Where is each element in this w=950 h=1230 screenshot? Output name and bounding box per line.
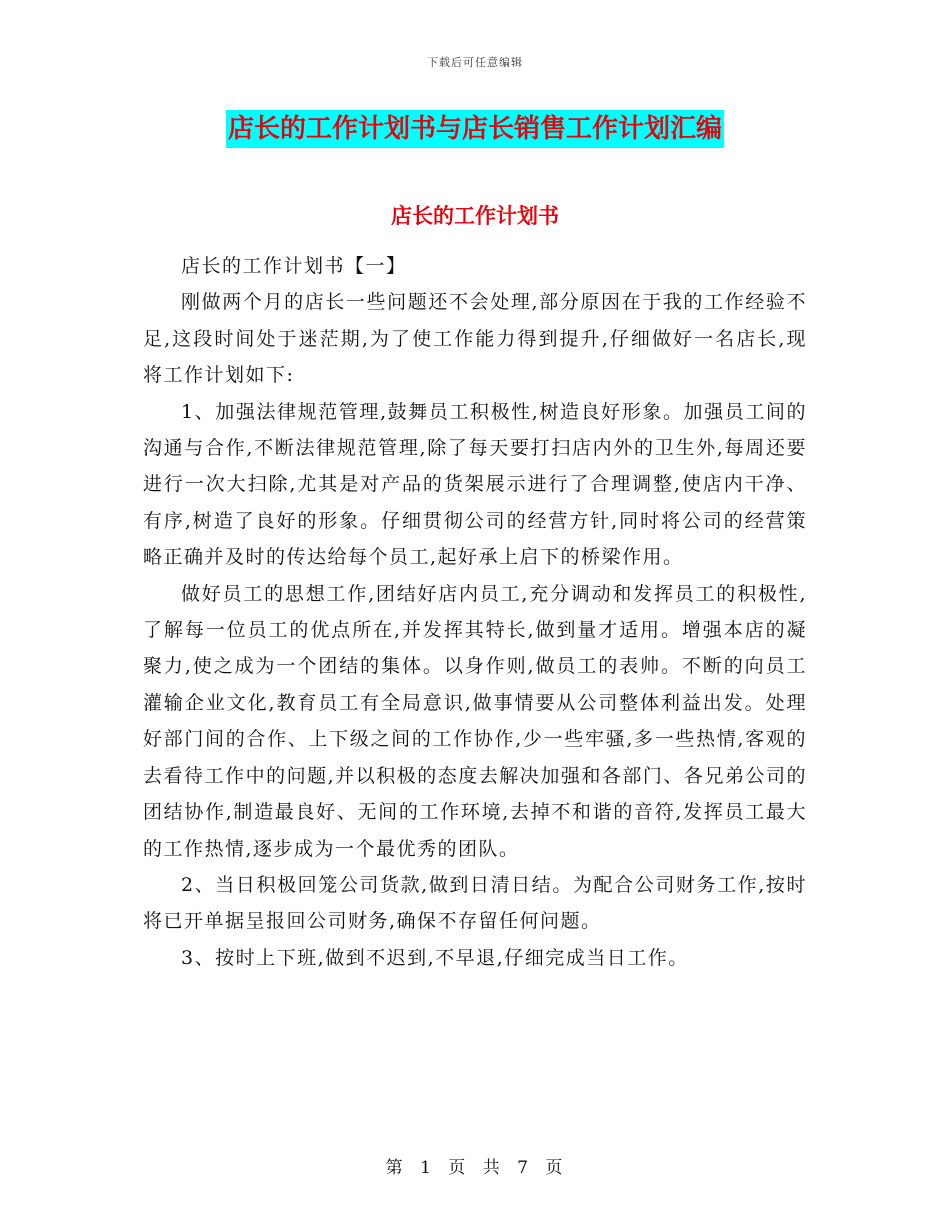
paragraph-subheading: 店长的工作计划书【一】 <box>181 255 407 277</box>
paragraph: 3、按时上下班,做到不迟到,不早退,仔细完成当日工作。 <box>181 946 689 969</box>
paragraph: 刚做两个月的店长一些问题还不会处理,部分原因在于我的工作经验不足,这段时间处于迷茫期,为了使工作能力得到提升,仔细做好一名店长,现将工作计划如下: <box>143 291 807 387</box>
footer-label-pre: 第 <box>385 1158 405 1178</box>
footer-total-pages: 7 <box>517 1158 530 1178</box>
footer-label-mid: 页 <box>448 1158 468 1178</box>
page-footer <box>0 1153 950 1178</box>
paragraph: 2、当日积极回笼公司货款,做到日清日结。为配合公司财务工作,按时将已开单据呈报回公司财务,确保不存留任何问题。 <box>143 873 807 933</box>
document-body <box>143 248 807 976</box>
footer-label-total: 共 <box>482 1158 502 1178</box>
document-title-wrap <box>0 110 950 148</box>
document-title: 店长的工作计划书与店长销售工作计划汇编 <box>226 110 724 148</box>
paragraph: 1、加强法律规范管理,鼓舞员工积极性,树造良好形象。加强员工间的沟通与合作,不断法律规范管理,除了每天要打扫店内外的卫生外,每周还要进行一次大扫除,尤其是对产品的货架展示进行了合理调整,使店内干净、有序,树造了良好的形象。仔细贯彻公司的经营方针,同时将公司的经营策略正确并及时的传达给每个员工,起好承上启下的桥梁作用。 <box>143 400 807 569</box>
footer-label-post: 页 <box>545 1158 565 1178</box>
section-title: 店长的工作计划书 <box>391 204 559 228</box>
header-note: 下载后可任意编辑 <box>427 56 523 69</box>
paragraph: 做好员工的思想工作,团结好店内员工,充分调动和发挥员工的积极性,了解每一位员工的优点所在,并发挥其特长,做到量才适用。增强本店的凝聚力,使之成为一个团结的集体。以身作则,做员工的表帅。不断的向员工灌输企业文化,教育员工有全局意识,做事情要从公司整体利益出发。处理好部门间的合作、上下级之间的工作协作,少一些牢骚,多一些热情,客观的去看待工作中的问题,并以积极的态度去解决加强和各部门、各兄弟公司的团结协作,制造最良好、无间的工作环境,去掉不和谐的音符,发挥员工最大的工作热情,逐步成为一个最优秀的团队。 <box>143 582 807 860</box>
footer-current-page: 1 <box>420 1158 433 1178</box>
